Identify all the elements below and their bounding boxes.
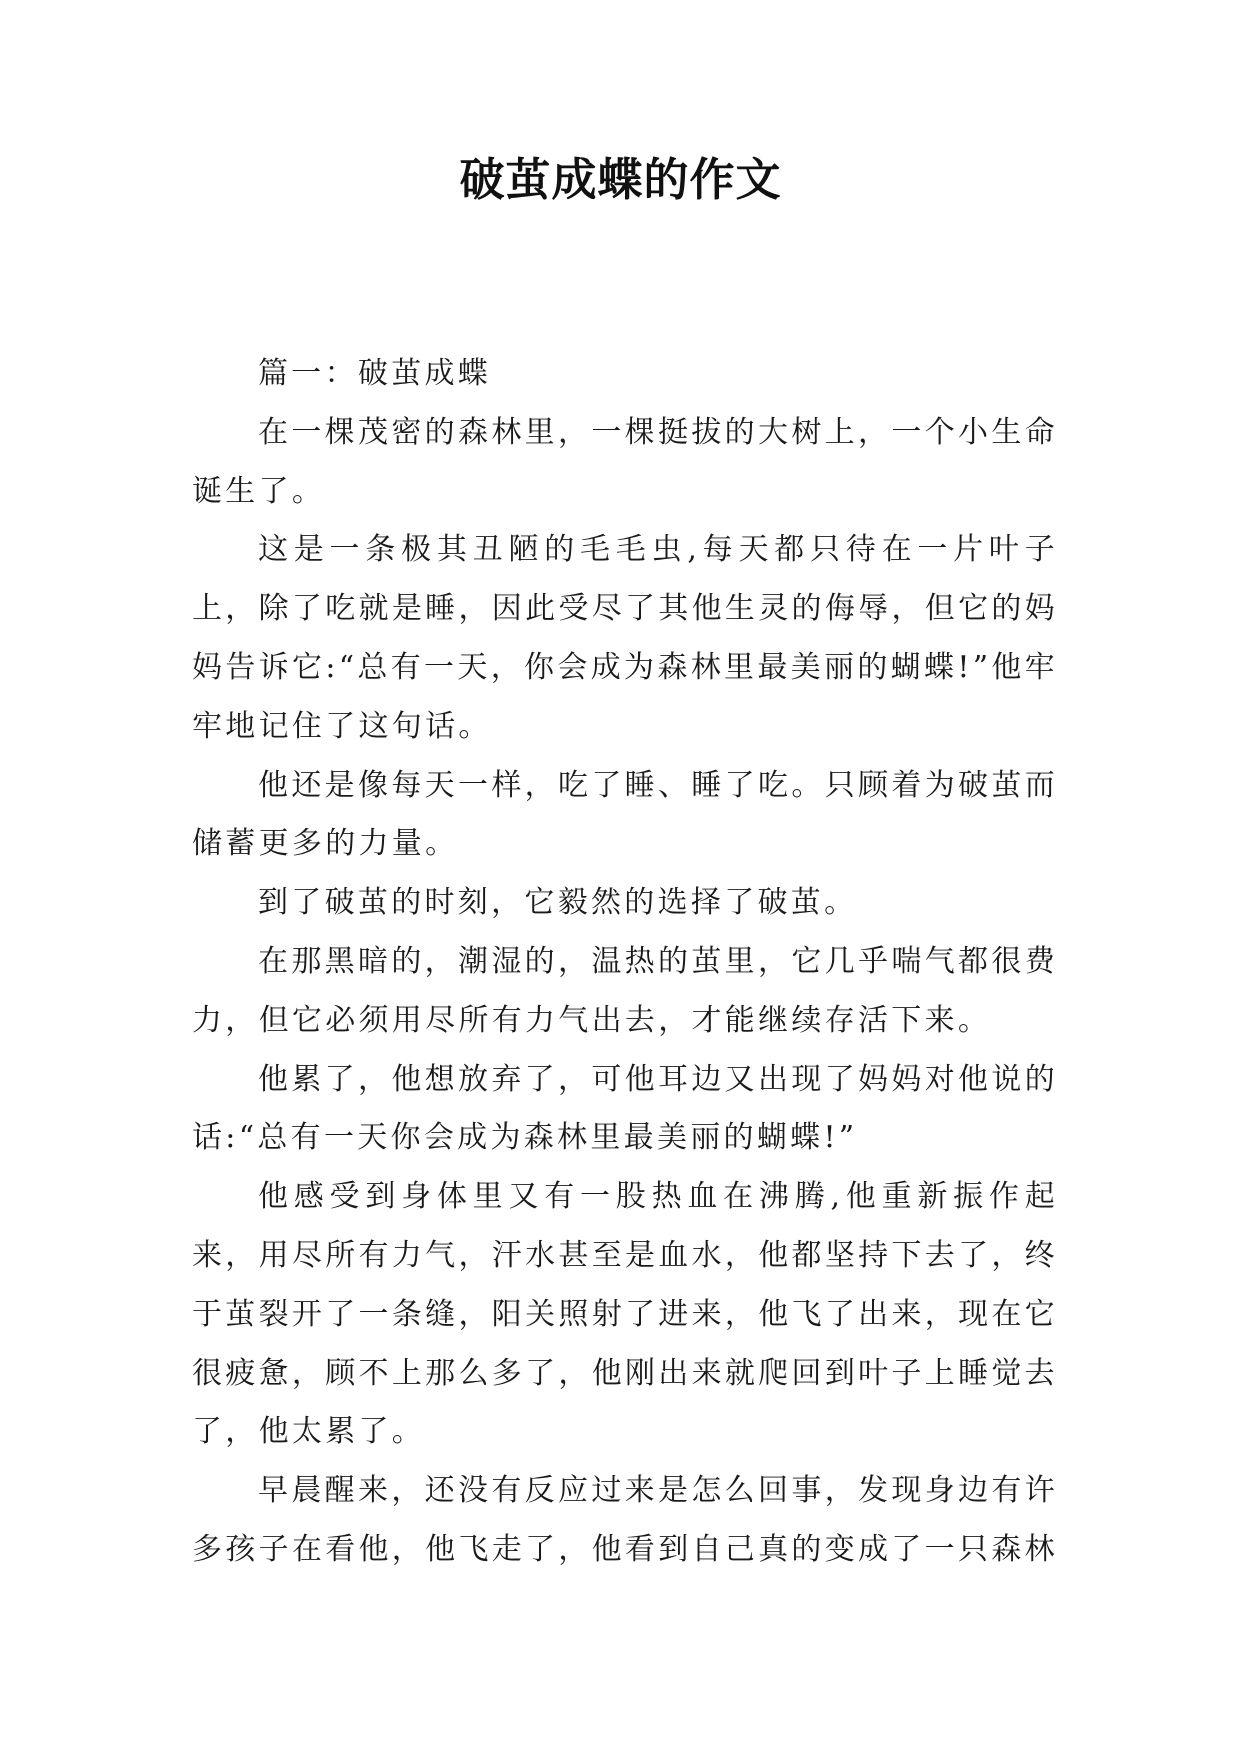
paragraph: 他还是像每天一样，吃了睡、睡了吃。只顾着为破茧而储蓄更多的力量。 (192, 767, 1058, 862)
document-body (192, 345, 1058, 1580)
paragraph: 在那黑暗的，潮湿的，温热的茧里，它几乎喘气都很费力，但它必须用尽所有力气出去，才能继续存活下来。 (192, 943, 1058, 1038)
paragraph: 他感受到身体里又有一股热血在沸腾,他重新振作起来，用尽所有力气，汗水甚至是血水，他都坚持下去了，终于茧裂开了一条缝，阳关照射了进来，他飞了出来，现在它很疲惫，顾不上那么多了，他刚出来就爬回到叶子上睡觉去了，他太累了。 (192, 1179, 1058, 1450)
paragraph-heading: 篇一：破茧成蝶 (258, 356, 492, 391)
paragraph: 在一棵茂密的森林里，一棵挺拔的大树上，一个小生命诞生了。 (192, 414, 1058, 509)
paragraph: 到了破茧的时刻，它毅然的选择了破茧。 (258, 885, 858, 921)
paragraph: 这是一条极其丑陋的毛毛虫,每天都只待在一片叶子上，除了吃就是睡，因此受尽了其他生灵的侮辱，但它的妈妈告诉它:“总有一天，你会成为森林里最美丽的蝴蝶!”他牢牢地记住了这句话。 (192, 532, 1058, 744)
paragraph: 他累了，他想放弃了，可他耳边又出现了妈妈对他说的话:“总有一天你会成为森林里最美丽的蝴蝶!” (192, 1061, 1058, 1156)
paragraph: 早晨醒来，还没有反应过来是怎么回事，发现身边有许多孩子在看他，他飞走了，他看到自己真的变成了一只森林 (192, 1473, 1058, 1567)
document-title: 破茧成蝶的作文 (459, 153, 782, 206)
